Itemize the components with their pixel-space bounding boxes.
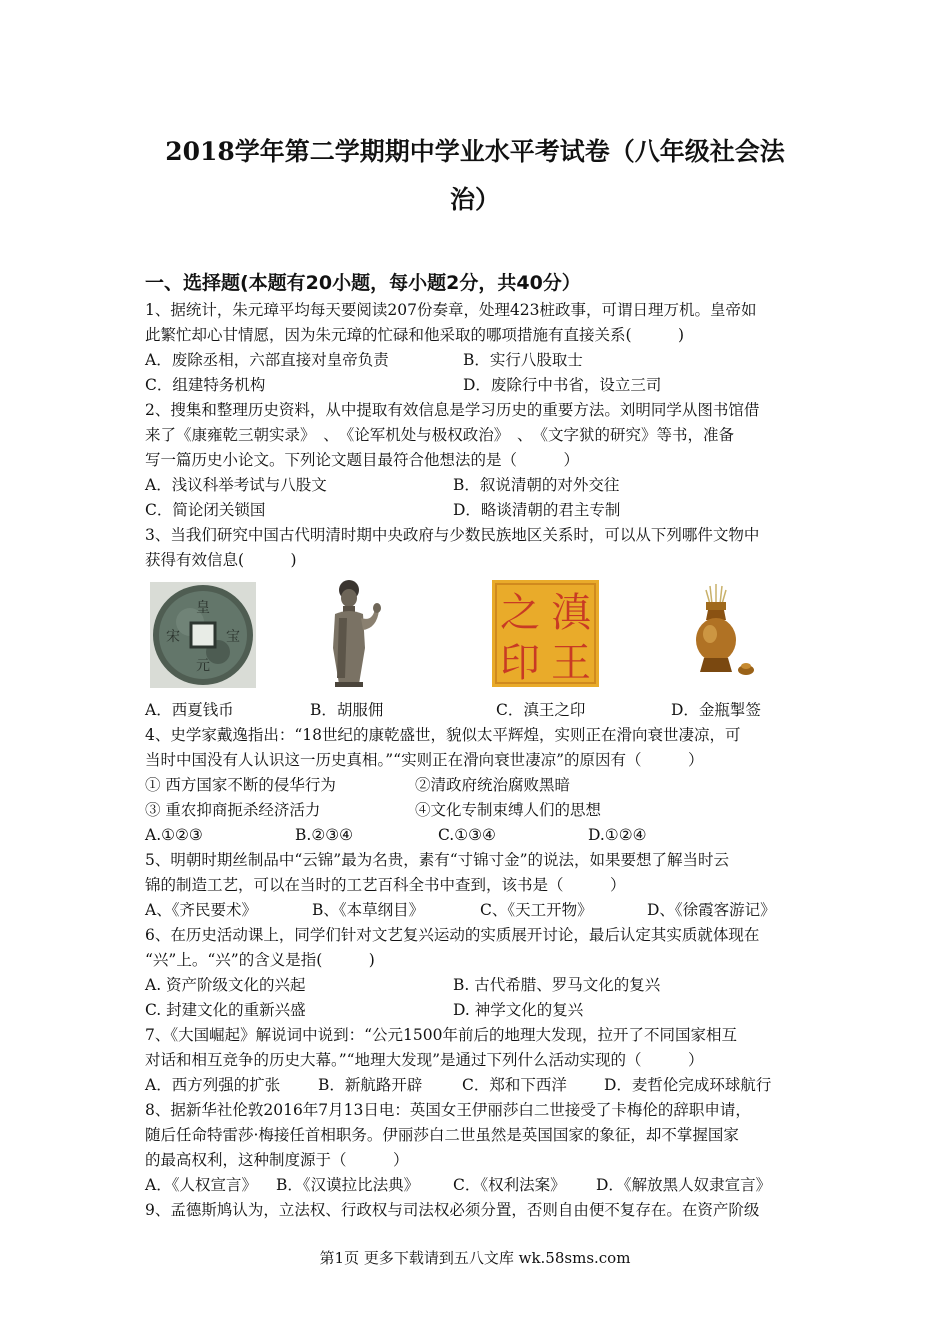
question-7-option-b: B．新航路开辟 [318,1076,423,1094]
page-title-line2: 治） [449,185,500,214]
question-2-text-line1: 2、搜集和整理历史资料，从中提取有效信息是学习历史的重要方法。刘明同学从图书馆借 [145,401,760,419]
question-3-text-line1: 3、当我们研究中国古代明清时期中央政府与少数民族地区关系时，可以从下列哪件文物中 [145,526,760,544]
question-7-option-a: A．西方列强的扩张 [145,1076,281,1094]
question-5-option-d: D、《徐霞客游记》 [647,901,776,919]
section-heading: 一、选择题(本题有20小题，每小题2分，共40分） [145,272,581,294]
question-6-text-line2: “兴”上。“兴”的含义是指( ) [145,951,375,969]
svg-text:宋: 宋 [166,629,180,645]
question-6-option-c: C. 封建文化的重新兴盛 [145,1001,306,1019]
svg-text:宝: 宝 [226,629,240,645]
question-4-item-2: ②清政府统治腐败黑暗 [415,776,571,794]
question-4-item-3: ③ 重农抑商扼杀经济活力 [145,801,321,819]
question-4-option-d: D.①②④ [588,826,647,844]
svg-text:皇: 皇 [196,600,210,616]
question-8-option-c: C．《权利法案》 [453,1176,566,1194]
seal-char-2: 王 [551,640,591,686]
question-4-text-line2: 当时中国没有人认识这一历史真相。”“实则正在滑向衰世凄凉”的原因有（ ） [145,751,704,769]
question-1-option-d: D．废除行中书省，设立三司 [463,376,662,394]
question-4-text-line1: 4、史学家戴逸指出：“18世纪的康乾盛世，貌似太平辉煌，实则正在滑向衰世凄凉，可 [145,726,741,744]
question-2-option-a: A．浅议科举考试与八股文 [145,476,327,494]
question-8-text-line2: 随后任命特雷莎·梅接任首相职务。伊丽莎白二世虽然是英国国家的象征，却不掌握国家 [145,1126,739,1144]
question-8-text-line3: 的最高权利，这种制度源于（ ） [145,1151,409,1169]
question-3-option-c: C．滇王之印 [496,701,586,719]
xixia-coin-image [150,582,256,688]
seal-char-3: 之 [500,590,540,636]
question-8-option-b: B．《汉谟拉比法典》 [276,1176,420,1194]
question-6-option-a: A. 资产阶级文化的兴起 [145,976,306,994]
dian-king-seal-image [492,580,599,687]
question-1-option-a: A．废除丞相，六部直接对皇帝负责 [145,351,389,369]
question-5-text-line1: 5、明朝时期丝制品中“云锦”最为名贵，素有“寸锦寸金”的说法，如果要想了解当时云 [145,851,730,869]
question-1-text-line1: 1、据统计，朱元璋平均每天要阅读207份奏章，处理423桩政事，可谓日理万机。皇帝如 [145,301,757,319]
question-1-option-c: C．组建特务机构 [145,376,266,394]
question-5-option-b: B、《本草纲目》 [312,901,425,919]
question-1-text-line2: 此繁忙却心甘情愿，因为朱元璋的忙碌和他采取的哪项措施有直接关系( ) [145,326,685,344]
question-9-text-line1: 9、孟德斯鸠认为，立法权、行政权与司法权必须分置，否则自由便不复存在。在资产阶级 [145,1201,760,1219]
question-7-option-d: D．麦哲伦完成环球航行 [604,1076,772,1094]
question-2-option-c: C．简论闭关锁国 [145,501,266,519]
question-3-text-line2: 获得有效信息( ) [145,551,297,569]
svg-text:元: 元 [196,658,210,674]
question-2-text-line3: 写一篇历史小论文。下列论文题目最符合他想法的是（ ） [145,451,580,469]
golden-urn-image [688,582,758,682]
question-5-option-c: C、《天工开物》 [480,901,593,919]
question-4-option-a: A.①②③ [145,826,203,844]
question-2-option-b: B．叙说清朝的对外交往 [453,476,620,494]
question-2-option-d: D．略谈清朝的君主专制 [453,501,621,519]
question-7-text-line2: 对话和相互竞争的历史大幕。”“地理大发现”是通过下列什么活动实现的（ ） [145,1051,704,1069]
question-3-option-b: B．胡服佣 [310,701,384,719]
question-8-option-a: A．《人权宣言》 [145,1176,257,1194]
question-2-text-line2: 来了《康雍乾三朝实录》 、 《论军机处与极权政治》 、 《文字狱的研究》等书，准备 [145,426,735,444]
question-1-option-b: B．实行八股取士 [463,351,583,369]
question-6-text-line1: 6、在历史活动课上，同学们针对文艺复兴运动的实质展开讨论，最后认定其实质就体现在 [145,926,760,944]
question-5-option-a: A、《齐民要术》 [145,901,257,919]
question-4-item-4: ④文化专制束缚人们的思想 [415,801,602,819]
page-title-line1: 2018学年第二学期期中学业水平考试卷（八年级社会法 [165,137,785,166]
question-6-option-d: D. 神学文化的复兴 [453,1001,584,1019]
question-3-option-a: A．西夏钱币 [145,701,234,719]
question-4-option-c: C.①③④ [438,826,496,844]
question-8-option-d: D．《解放黑人奴隶宣言》 [596,1176,772,1194]
question-4-option-b: B.②③④ [295,826,354,844]
question-3-option-d: D．金瓶掣签 [671,701,761,719]
seal-char-4: 印 [500,640,540,686]
question-7-text-line1: 7、《大国崛起》解说词中说到：“公元1500年前后的地理大发现，拉开了不同国家相互 [145,1026,737,1044]
question-8-text-line1: 8、据新华社伦敦2016年7月13日电：英国女王伊丽莎白二世接受了卡梅伦的辞职申请， [145,1101,751,1119]
question-7-option-c: C．郑和下西洋 [462,1076,567,1094]
question-4-item-1: ① 西方国家不断的侵华行为 [145,776,336,794]
seal-char-1: 滇 [551,590,591,636]
hufu-figurine-image [325,578,385,688]
question-5-text-line2: 锦的制造工艺，可以在当时的工艺百科全书中查到，该书是（ ） [145,876,626,894]
page-footer: 第1页 更多下载请到五八文库 wk.58sms.com [319,1249,631,1267]
question-6-option-b: B. 古代希腊、罗马文化的复兴 [453,976,661,994]
